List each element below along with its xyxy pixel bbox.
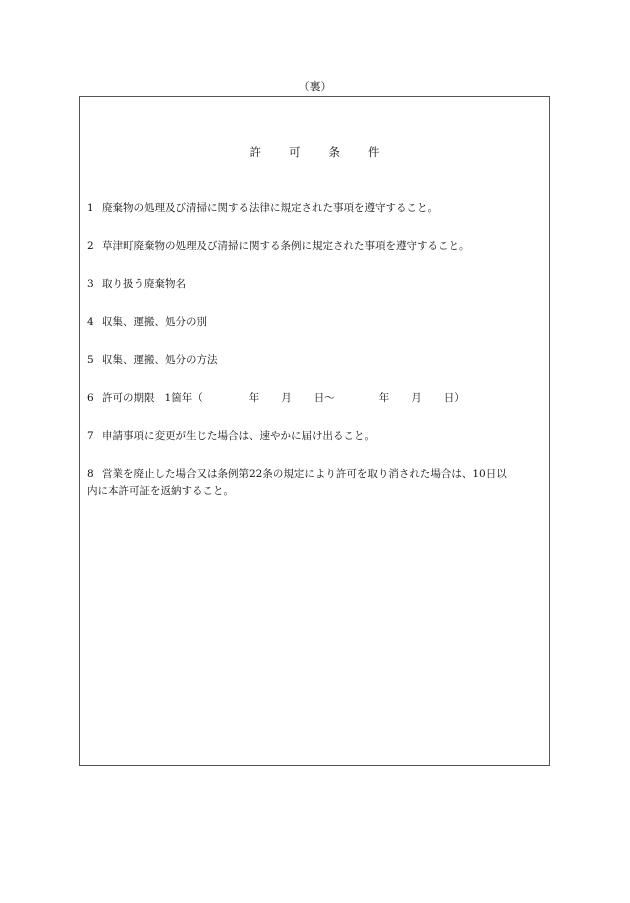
condition-text: 取り扱う廃棄物名 bbox=[102, 278, 186, 290]
condition-1 bbox=[87, 200, 543, 217]
term-start-month: 月 bbox=[281, 392, 292, 404]
term-end-month: 月 bbox=[411, 392, 422, 404]
condition-8 bbox=[87, 466, 543, 500]
condition-text-line-1: 営業を廃止した場合又は条例第22条の規定により許可を取り消された場合は、10日以 bbox=[102, 468, 507, 480]
condition-number: 8 bbox=[87, 468, 94, 480]
condition-number: 2 bbox=[87, 240, 94, 252]
condition-text-line-2: 内に本許可証を返納すること。 bbox=[87, 485, 234, 497]
condition-4 bbox=[87, 314, 543, 331]
term-start-year: 年 bbox=[248, 392, 260, 404]
term-label: 許可の期限 bbox=[102, 392, 155, 404]
condition-number: 6 bbox=[87, 392, 94, 404]
condition-number: 5 bbox=[87, 354, 94, 366]
term-end-year: 年 bbox=[378, 392, 390, 404]
condition-number: 3 bbox=[87, 278, 94, 290]
conditions-list bbox=[87, 200, 543, 521]
conditions-frame bbox=[79, 96, 550, 766]
condition-text: 草津町廃棄物の処理及び清掃に関する条例に規定された事項を遵守すること。 bbox=[102, 240, 470, 252]
condition-5 bbox=[87, 352, 543, 369]
term-start-day: 日〜 bbox=[313, 392, 335, 404]
condition-3 bbox=[87, 276, 543, 293]
page-side-label: （裏） bbox=[298, 80, 332, 93]
condition-6 bbox=[87, 390, 543, 407]
condition-7 bbox=[87, 428, 543, 445]
term-period: 1箇年（ bbox=[164, 392, 203, 404]
term-end-day: 日） bbox=[443, 392, 465, 404]
condition-text: 収集、運搬、処分の別 bbox=[102, 316, 207, 328]
condition-number: 1 bbox=[87, 202, 94, 214]
condition-2 bbox=[87, 238, 543, 255]
condition-number: 4 bbox=[87, 316, 94, 328]
document-title: 許可条件 bbox=[249, 145, 408, 159]
condition-text: 申請事項に変更が生じた場合は、速やかに届け出ること。 bbox=[102, 430, 375, 442]
condition-number: 7 bbox=[87, 430, 94, 442]
condition-text: 収集、運搬、処分の方法 bbox=[102, 354, 218, 366]
condition-text: 廃棄物の処理及び清掃に関する法律に規定された事項を遵守すること。 bbox=[102, 202, 438, 214]
